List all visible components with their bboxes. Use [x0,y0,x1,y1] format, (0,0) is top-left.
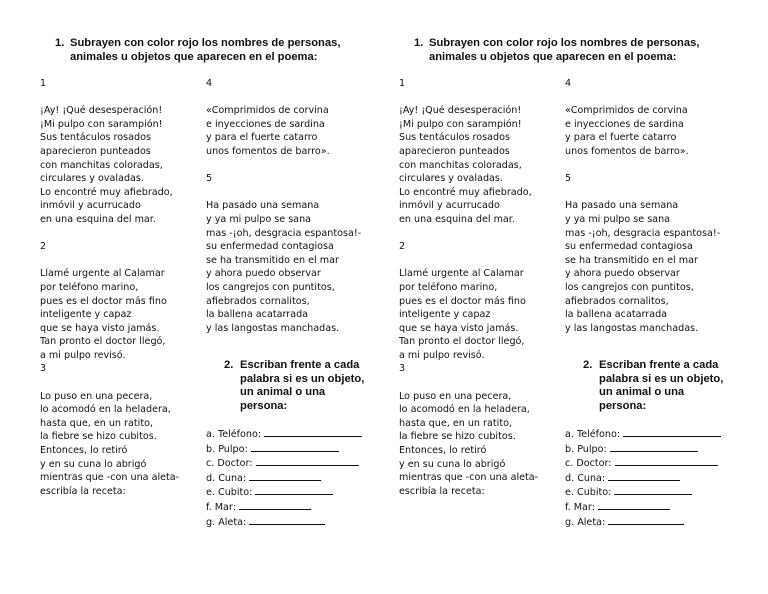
question-number: 1. [55,37,65,49]
poem-column-left [399,77,538,498]
spacer [206,186,361,200]
poem-line: y ya mi pulpo se sana [206,213,312,225]
answer-label: b. Pulpo: [565,443,607,455]
poem-column-right [565,77,720,335]
answer-blank[interactable] [608,515,684,525]
answer-row [565,471,721,486]
poem-line: pues es el doctor más fino [40,295,167,307]
spacer [565,91,720,105]
poem-line: en una esquina del mar. [399,213,515,225]
poem-line: se ha transmitido en el mar [565,254,698,266]
answer-list [565,427,721,529]
answer-row [206,485,362,500]
poem-line: la fiebre se hizo cubitos. [40,431,157,443]
poem-line: a mi pulpo revisó. [399,349,485,361]
poem-line: Tan pronto el doctor llegó, [40,336,166,348]
poem-line: hasta que, en un ratito, [399,417,512,429]
answer-label: f. Mar: [206,501,236,513]
poem-stanza [565,172,720,335]
answer-row [206,442,362,457]
stanza-number: 3 [399,363,406,375]
stanza-number: 5 [565,173,572,185]
poem-stanza [399,240,538,362]
answer-blank[interactable] [249,515,325,525]
answer-blank[interactable] [608,471,680,481]
poem-line: la fiebre se hizo cubitos. [399,431,516,443]
question-number: 2. [583,359,593,371]
spacer [40,91,179,105]
poem-column-right [206,77,361,335]
poem-line: inmóvil y acurrucado [399,200,500,212]
answer-blank[interactable] [615,456,718,466]
spacer [40,376,179,390]
answer-row [206,515,362,530]
poem-line: e inyecciones de sardina [206,118,325,130]
stanza-number: 5 [206,173,213,185]
poem-line: que se haya visto jamás. [40,322,160,334]
poem-stanza [399,362,538,498]
answer-blank[interactable] [251,442,339,452]
poem-line: que se haya visto jamás. [399,322,519,334]
answer-row [206,427,362,442]
poem-line: y para el fuerte catarro [206,132,318,144]
spacer [399,254,538,268]
question-1-heading [414,36,714,64]
answer-label: c. Doctor: [206,458,253,470]
poem-line: unos fomentos de barro». [565,145,689,157]
poem-line: su enfermedad contagiosa [206,241,334,253]
poem-line: ¡Mi pulpo con sarampión! [399,118,522,130]
answer-label: d. Cuna: [206,472,247,484]
question-1-heading [55,36,355,64]
poem-line: Entonces, lo retiró [399,445,487,457]
answer-row [206,471,362,486]
answer-blank[interactable] [598,500,670,510]
poem-stanza [40,362,179,498]
spacer [206,91,361,105]
poem-stanza [206,77,361,159]
worksheet-copy-right [359,0,743,594]
poem-line: Tan pronto el doctor llegó, [399,336,525,348]
answer-label: f. Mar: [565,501,595,513]
poem-line: su enfermedad contagiosa [565,241,693,253]
poem-stanza [40,77,179,227]
poem-line: Llamé urgente al Calamar [399,268,524,280]
poem-line: pues es el doctor más fino [399,295,526,307]
poem-line: afiebrados cornalitos, [206,295,310,307]
poem-line: y para el fuerte catarro [565,132,677,144]
answer-label: d. Cuna: [565,472,606,484]
poem-line: escribía la receta: [40,485,126,497]
poem-line: aparecieron punteados [399,145,510,157]
poem-line: la ballena acatarrada [565,309,668,321]
poem-line: «Comprimidos de corvina [565,105,688,117]
poem-line: Lo encontré muy afiebrado, [399,186,532,198]
answer-row [565,515,721,530]
poem-line: mientras que -con una aleta- [40,472,180,484]
poem-line: circulares y ovaladas. [40,173,144,185]
answer-label: a. Teléfono: [565,429,621,440]
stanza-number: 2 [399,241,406,253]
question-text: Subrayen con color rojo los nombres de personas, animales u objetos que aparecen en el poema: [70,37,341,63]
poem-line: con manchitas coloradas, [399,159,522,171]
spacer [399,91,538,105]
poem-line: «Comprimidos de corvina [206,105,329,117]
poem-line: afiebrados cornalitos, [565,295,669,307]
poem-line: mas -¡oh, desgracia espantosa!- [206,227,362,239]
poem-line: Lo puso en una pecera, [40,390,153,402]
answer-blank[interactable] [249,471,321,481]
answer-blank[interactable] [623,427,721,437]
poem-line: en una esquina del mar. [40,213,156,225]
poem-line: ¡Ay! ¡Qué desesperación! [40,105,163,117]
answer-row [565,456,721,471]
answer-label: e. Cubito: [206,487,253,499]
answer-row [565,427,721,442]
poem-line: y en su cuna lo abrigó [399,458,506,470]
stanza-number: 1 [40,78,47,89]
poem-line: y ahora puedo observar [206,268,321,280]
spacer [40,254,179,268]
poem-column-left [40,77,179,498]
poem-line: los cangrejos con puntitos, [565,281,694,293]
answer-label: b. Pulpo: [206,443,248,455]
stanza-number: 4 [206,78,213,89]
poem-line: lo acomodó en la heladera, [399,404,530,416]
poem-stanza [399,77,538,227]
answer-label: a. Teléfono: [206,429,262,440]
poem-line: escribía la receta: [399,485,485,497]
answer-row [565,442,721,457]
answer-label: e. Cubito: [565,487,612,499]
answer-blank[interactable] [255,485,333,495]
poem-line: a mi pulpo revisó. [40,349,126,361]
poem-line: lo acomodó en la heladera, [40,404,171,416]
stanza-number: 3 [40,363,47,375]
stanza-number: 4 [565,78,572,89]
poem-line: Sus tentáculos rosados [40,132,151,144]
poem-stanza [206,172,361,335]
answer-blank[interactable] [614,485,692,495]
spacer [565,159,720,173]
answer-label: g. Aleta: [565,516,606,528]
poem-line: y ya mi pulpo se sana [565,213,671,225]
poem-line: los cangrejos con puntitos, [206,281,335,293]
question-2-heading [583,359,733,413]
poem-line: inteligente y capaz [40,309,132,321]
poem-line: Ha pasado una semana [565,200,679,212]
answer-label: c. Doctor: [565,458,612,470]
poem-line: inmóvil y acurrucado [40,200,141,212]
poem-line: mas -¡oh, desgracia espantosa!- [565,227,721,239]
stanza-number: 1 [399,78,406,89]
poem-line: Lo puso en una pecera, [399,390,512,402]
poem-line: y las langostas manchadas. [206,322,340,334]
question-number: 2. [224,359,234,371]
poem-line: Entonces, lo retiró [40,445,128,457]
poem-line: y ahora puedo observar [565,268,680,280]
poem-line: por teléfono marino, [399,281,498,293]
poem-stanza [40,240,179,362]
answer-blank[interactable] [610,442,698,452]
spacer [399,376,538,390]
stanza-number: 2 [40,241,47,253]
question-text: Escriban frente a cada palabra si es un objeto, un animal o una persona: [240,359,365,412]
question-text: Escriban frente a cada palabra si es un objeto, un animal o una persona: [599,359,724,412]
poem-line: circulares y ovaladas. [399,173,503,185]
poem-stanza [565,77,720,159]
spacer [206,159,361,173]
poem-line: hasta que, en un ratito, [40,417,153,429]
question-text: Subrayen con color rojo los nombres de personas, animales u objetos que aparecen en el poema: [429,37,700,63]
spacer [399,227,538,241]
poem-line: inteligente y capaz [399,309,491,321]
spacer [565,186,720,200]
poem-line: y las langostas manchadas. [565,322,699,334]
poem-line: mientras que -con una aleta- [399,472,539,484]
poem-line: con manchitas coloradas, [40,159,163,171]
poem-line: unos fomentos de barro». [206,145,330,157]
spacer [40,227,179,241]
answer-row [565,485,721,500]
poem-line: ¡Ay! ¡Qué desesperación! [399,105,522,117]
answer-row [565,500,721,515]
poem-line: la ballena acatarrada [206,309,309,321]
answer-row [206,500,362,515]
answer-blank[interactable] [264,427,362,437]
question-number: 1. [414,37,424,49]
poem-line: y en su cuna lo abrigó [40,458,147,470]
answer-list [206,427,362,529]
answer-blank[interactable] [239,500,311,510]
poem-line: por teléfono marino, [40,281,139,293]
poem-line: Llamé urgente al Calamar [40,268,165,280]
poem-line: ¡Mi pulpo con sarampión! [40,118,163,130]
poem-line: Sus tentáculos rosados [399,132,510,144]
poem-line: se ha transmitido en el mar [206,254,339,266]
poem-line: Ha pasado una semana [206,200,320,212]
poem-line: Lo encontré muy afiebrado, [40,186,173,198]
answer-label: g. Aleta: [206,516,247,528]
poem-line: aparecieron punteados [40,145,151,157]
question-2-heading [224,359,374,413]
answer-row [206,456,362,471]
poem-line: e inyecciones de sardina [565,118,684,130]
answer-blank[interactable] [256,456,359,466]
